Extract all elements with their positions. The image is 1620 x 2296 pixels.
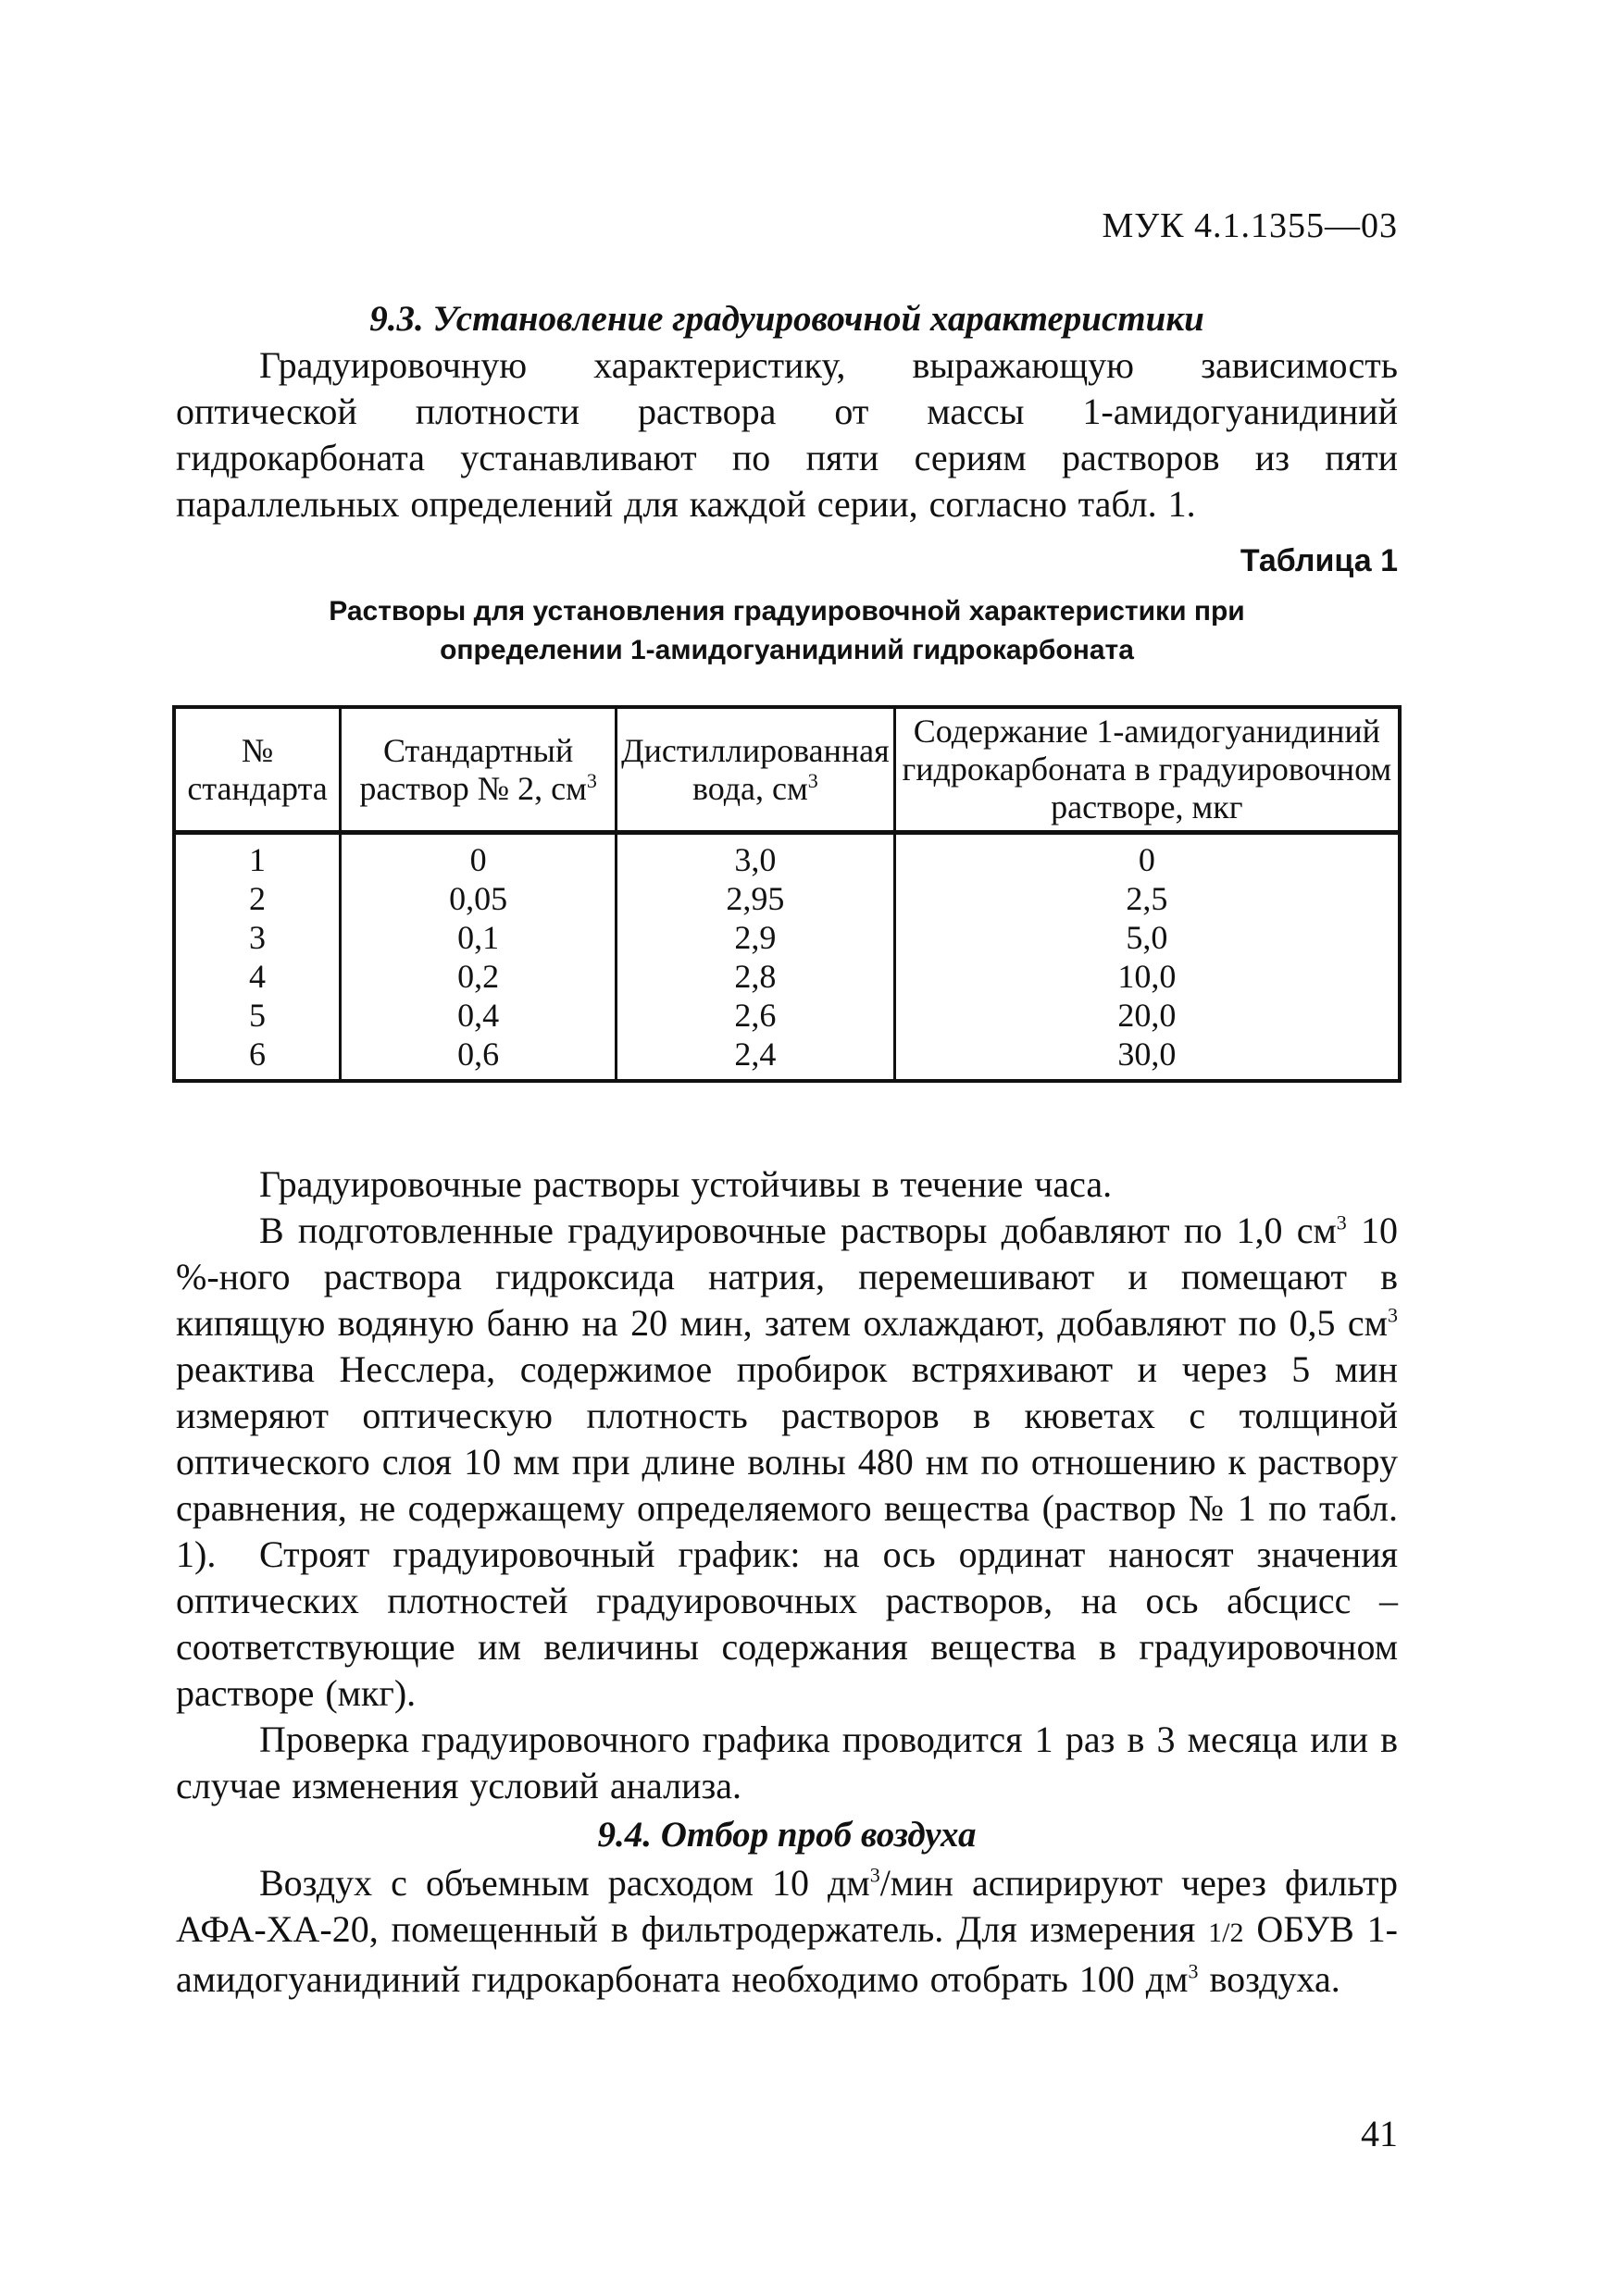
table-cell: 4 (174, 957, 341, 996)
header-distilled-water-sup: 3 (807, 768, 818, 792)
table-cell: 0,1 (341, 918, 617, 957)
section-9-4-paragraph (176, 1860, 1398, 2003)
procedure-text-a: В подготовленные градуировочные растворы добавляют по 1,0 см (259, 1210, 1337, 1251)
section-9-3-paragraph: Градуировочную характеристику, выражающую зависимость оптической плотности раствора от массы 1-амидогуанидиний гидрокарбоната устанавливают по пяти сериям растворов из пяти параллельных определений для каждой серии, согласно табл. 1. (176, 344, 1398, 525)
sampling-text-b: /мин аспирируют через фильтр АФА-ХА-20, помещенный в фильтродержатель. Для измерения (176, 1862, 1398, 1950)
table-cell: 3,0 (617, 833, 895, 880)
paragraph-procedure (176, 1208, 1398, 1578)
table-cell: 2 (174, 879, 341, 918)
procedure-text-b: 10 %-ного раствора гидроксида натрия, перемешивают и помещают в кипящую водяную баню на 20 мин, затем охлаждают, добавляют по 0,5 см (176, 1210, 1398, 1344)
table-label: Таблица 1 (1240, 543, 1398, 578)
table-cell: 1 (174, 833, 341, 880)
header-standard-solution-text: Стандартный раствор № 2, см (359, 731, 587, 807)
table-cell: 2,9 (617, 918, 895, 957)
table-cell: 0 (341, 833, 617, 880)
sampling-text-c: ОБУВ 1-амидогуанидиний гидрокарбоната необходимо отобрать 100 дм (176, 1908, 1398, 2000)
header-standard-solution (341, 707, 617, 833)
paragraph-check: Проверка градуировочного графика проводится 1 раз в 3 месяца или в случае изменения условий анализа. (176, 1719, 1398, 1806)
table-cell: 0 (894, 833, 1400, 880)
table-cell: 5,0 (894, 918, 1400, 957)
procedure-sup-2: 3 (1388, 1303, 1398, 1327)
header-distilled-water (617, 707, 895, 833)
table-cell: 5 (174, 996, 341, 1035)
table-row (174, 957, 1400, 996)
sampling-text-d: воздуха. (1198, 1958, 1340, 2000)
paragraph-graph: Строят градуировочный график: на ось ординат наносят значения оптических плотностей градуировочных растворов, на ось абсцисс – соответствующие им величины содержания вещества в градуировочном растворе (мкг). (176, 1533, 1398, 1714)
table-cell: 3 (174, 918, 341, 957)
table-cell: 2,5 (894, 879, 1400, 918)
section-title-9-3: 9.3. Установление градуировочной характеристики (369, 299, 1204, 339)
procedure-sup-1: 3 (1336, 1210, 1347, 1235)
header-standard-number: № стандарта (174, 707, 341, 833)
table-cell: 6 (174, 1035, 341, 1081)
table-cell: 2,6 (617, 996, 895, 1035)
table-cell: 20,0 (894, 996, 1400, 1035)
sampling-fraction: 1/2 (1208, 1917, 1244, 1948)
page-number: 41 (1361, 2113, 1398, 2154)
table-cell: 2,95 (617, 879, 895, 918)
section-title-9-4: 9.4. Отбор проб воздуха (597, 1815, 977, 1855)
table-header-row (174, 707, 1400, 833)
table-cell: 30,0 (894, 1035, 1400, 1081)
sampling-sup-1: 3 (869, 1863, 880, 1887)
table-cell: 2,8 (617, 957, 895, 996)
header-standard-solution-sup: 3 (586, 768, 597, 792)
sampling-sup-2: 3 (1188, 1959, 1199, 1983)
table-cell: 0,05 (341, 879, 617, 918)
table-cell: 10,0 (894, 957, 1400, 996)
sampling-text-a: Воздух с объемным расходом 10 дм (259, 1862, 870, 1904)
paragraph-stability: Градуировочные растворы устойчивы в течение часа. (259, 1163, 1113, 1205)
procedure-text-c: реактива Несслера, содержимое пробирок встряхивают и через 5 мин измеряют оптическую плотность растворов в кюветах с толщиной оптического слоя 10 мм при длине волны 480 нм по отношению к раствору сравнения, не содержащему определяемого вещества (раствор № 1 по табл. 1). (176, 1348, 1398, 1575)
table-caption (176, 592, 1398, 670)
table-caption-line-1: Растворы для установления градуировочной характеристики при (329, 596, 1245, 627)
table-row (174, 879, 1400, 918)
table-row (174, 1035, 1400, 1081)
calibration-table (172, 705, 1402, 1083)
table-cell: 0,4 (341, 996, 617, 1035)
document-code: МУК 4.1.1355—03 (1102, 206, 1398, 245)
header-content: Содержание 1-амидогуанидиний гидрокарбоната в градуировочном растворе, мкг (894, 707, 1400, 833)
table-row (174, 918, 1400, 957)
table-cell: 0,2 (341, 957, 617, 996)
table-row (174, 833, 1400, 880)
table-cell: 0,6 (341, 1035, 617, 1081)
table-cell: 2,4 (617, 1035, 895, 1081)
table-caption-line-2: определении 1-амидогуанидиний гидрокарбоната (440, 635, 1134, 665)
header-distilled-water-text: Дистиллированная вода, см (621, 731, 890, 807)
table-body (174, 833, 1400, 1082)
table-row (174, 996, 1400, 1035)
